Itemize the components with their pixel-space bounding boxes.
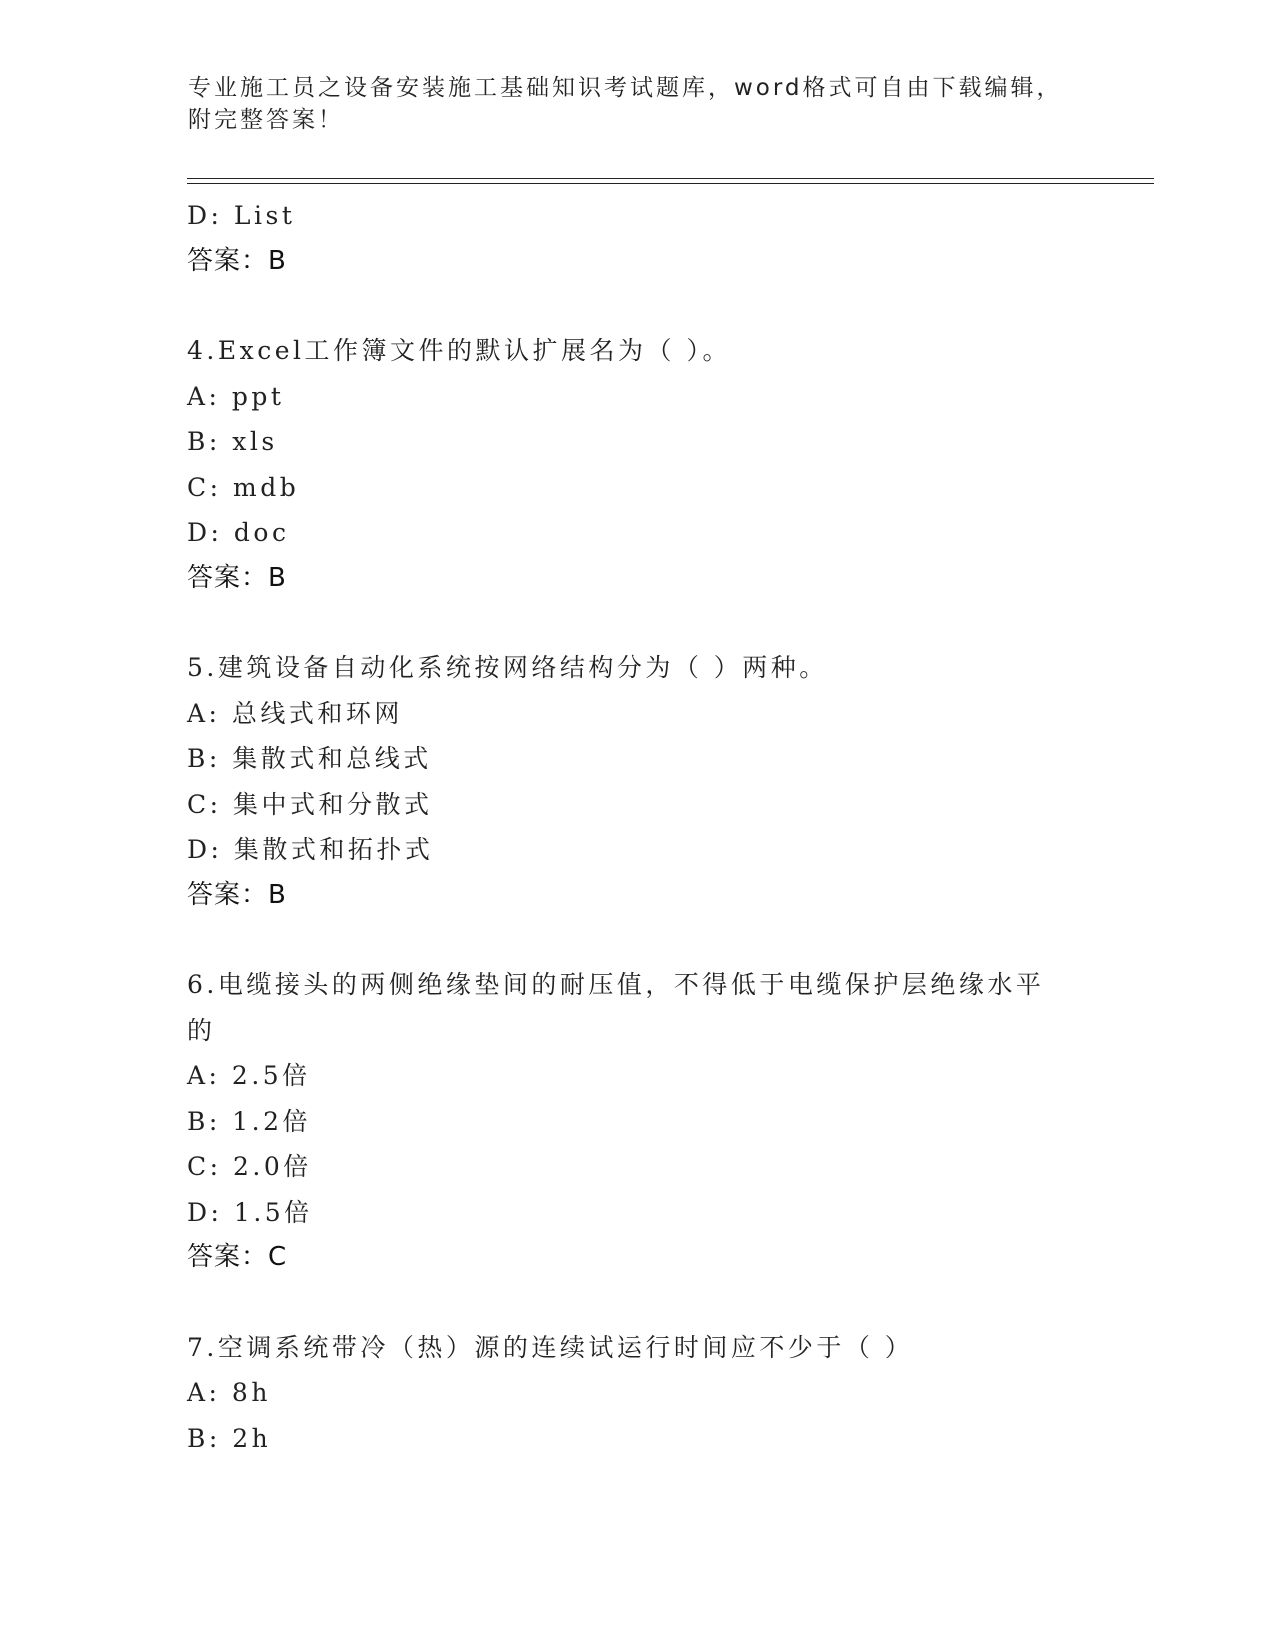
partial-question-3 <box>187 193 1087 284</box>
document-header: 专业施工员之设备安装施工基础知识考试题库，word格式可自由下载编辑，附完整答案！ <box>188 75 1063 133</box>
option-a: A: ppt <box>187 381 285 411</box>
option-b: B: 集散式和总线式 <box>187 744 432 773</box>
question-stem: 5.建筑设备自动化系统按网络结构分为（ ）两种。 <box>187 653 828 682</box>
option-b: B: xls <box>187 427 278 456</box>
question-7 <box>187 1325 1087 1462</box>
question-6 <box>187 962 1087 1281</box>
option-c: C: 集中式和分散式 <box>187 789 433 819</box>
option-b: B: 2h <box>187 1423 272 1453</box>
option-c: C: mdb <box>187 472 300 502</box>
option-a: A: 2.5倍 <box>187 1061 311 1090</box>
question-4 <box>187 328 1087 601</box>
option-a: A: 8h <box>187 1378 271 1407</box>
answer-label: 答案：B <box>187 562 287 593</box>
answer-label: 答案：B <box>187 245 287 276</box>
question-stem: 7.空调系统带冷（热）源的连续试运行时间应不少于（ ） <box>187 1332 914 1362</box>
option-d: D: List <box>187 201 296 230</box>
question-stem: 6.电缆接头的两侧绝缘垫间的耐压值，不得低于电缆保护层绝缘水平的 <box>187 970 1045 1045</box>
question-list <box>187 193 1087 1461</box>
option-d: D: 集散式和拓扑式 <box>187 835 434 864</box>
option-d: D: doc <box>187 518 290 547</box>
option-a: A: 总线式和环网 <box>187 698 403 728</box>
answer-label: 答案：C <box>187 1242 288 1272</box>
question-stem: 4.Excel工作簿文件的默认扩展名为（ ）。 <box>187 336 731 365</box>
option-d: D: 1.5倍 <box>187 1197 313 1227</box>
question-5 <box>187 645 1087 918</box>
header-divider-top <box>187 178 1154 179</box>
option-b: B: 1.2倍 <box>187 1106 311 1136</box>
answer-label: 答案：B <box>187 879 287 910</box>
header-divider-bottom <box>187 183 1154 184</box>
option-c: C: 2.0倍 <box>187 1152 312 1181</box>
